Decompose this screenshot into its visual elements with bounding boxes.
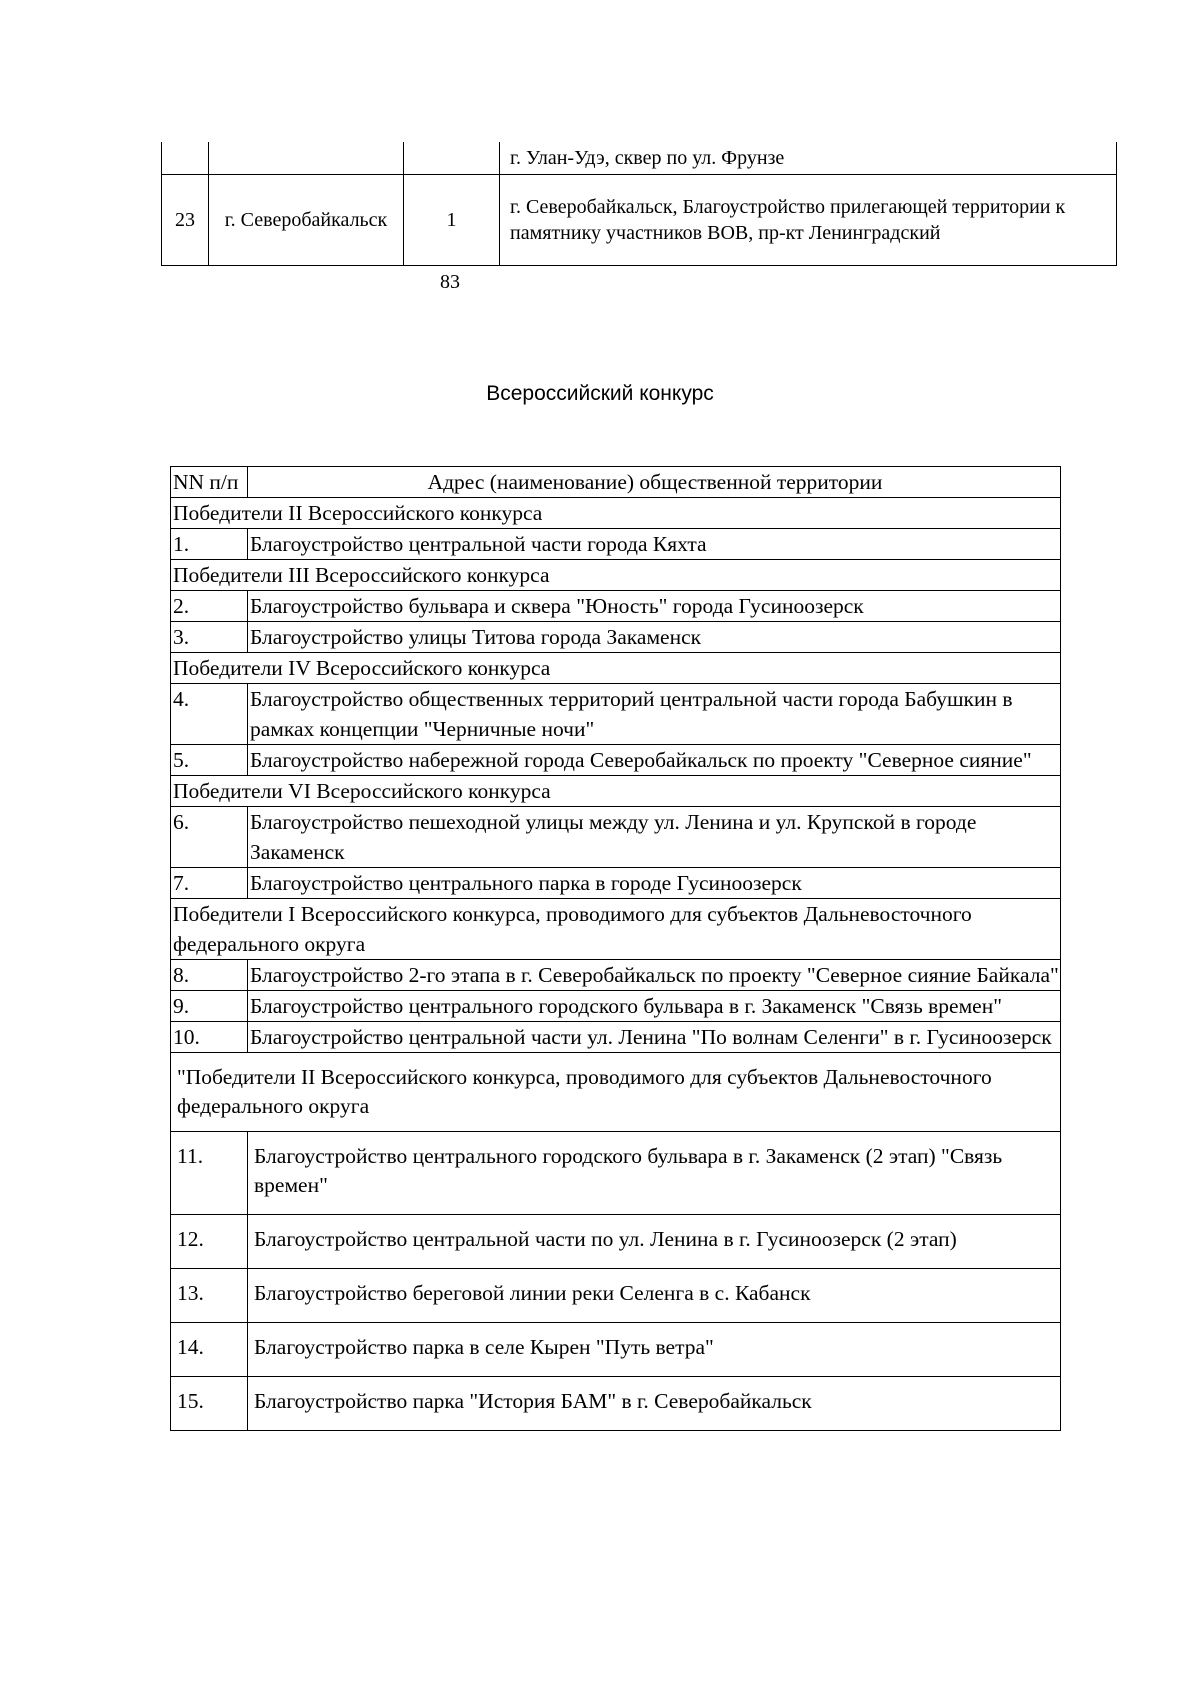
group-title: Победители I Всероссийского конкурса, проводимого для субъектов Дальневосточного федерального округа xyxy=(171,899,1061,960)
cell-number: 12. xyxy=(171,1215,248,1269)
cell-number: 8. xyxy=(171,960,248,991)
cell-address: Благоустройство 2-го этапа в г. Северобайкальск по проекту "Северное сияние Байкала" xyxy=(248,960,1061,991)
table-row xyxy=(171,745,1061,776)
table-row xyxy=(171,591,1061,622)
cell-number: 23 xyxy=(162,175,209,266)
table-row xyxy=(171,684,1061,745)
header-address: Адрес (наименование) общественной территории xyxy=(248,467,1061,498)
cell-address: Благоустройство центральной части по ул. Ленина в г. Гусиноозерск (2 этап) xyxy=(248,1215,1061,1269)
cell-count: 1 xyxy=(404,175,500,266)
table-row xyxy=(171,868,1061,899)
table-row xyxy=(171,529,1061,560)
cell-address: Благоустройство береговой линии реки Селенга в с. Кабанск xyxy=(248,1269,1061,1323)
cell-address: г. Улан-Удэ, сквер по ул. Фрунзе xyxy=(500,142,1117,175)
group-title: Победители III Всероссийского конкурса xyxy=(171,560,1061,591)
cell-address: Благоустройство общественных территорий центральной части города Бабушкин в рамках концепции "Черничные ночи" xyxy=(248,684,1061,745)
table-row-continuation xyxy=(162,142,1117,175)
group-title: "Победители II Всероссийского конкурса, проводимого для субъектов Дальневосточного федерального округа xyxy=(171,1053,1061,1132)
table-row xyxy=(171,991,1061,1022)
cell-number: 14. xyxy=(171,1323,248,1377)
group-header-row xyxy=(171,899,1061,960)
cell-empty xyxy=(404,142,500,175)
group-title: Победители VI Всероссийского конкурса xyxy=(171,776,1061,807)
table-header-row xyxy=(171,467,1061,498)
cell-address: Благоустройство бульвара и сквера "Юность" города Гусиноозерск xyxy=(248,591,1061,622)
group-header-row xyxy=(171,653,1061,684)
cell-number: 1. xyxy=(171,529,248,560)
table-row xyxy=(171,1022,1061,1053)
group-header-row xyxy=(171,560,1061,591)
cell-address: Благоустройство улицы Титова города Закаменск xyxy=(248,622,1061,653)
cell-number: 6. xyxy=(171,807,248,868)
cell-address: Благоустройство центральной части города Кяхта xyxy=(248,529,1061,560)
cell-number: 10. xyxy=(171,1022,248,1053)
table-row xyxy=(171,622,1061,653)
cell-address: Благоустройство центральной части ул. Ленина "По волнам Селенги" в г. Гусиноозерск xyxy=(248,1022,1061,1053)
section-title: Всероссийский конкурс xyxy=(486,382,714,405)
cell-number: 4. xyxy=(171,684,248,745)
header-number: NN п/п xyxy=(171,467,248,498)
cell-city: г. Северобайкальск xyxy=(209,175,404,266)
cell-address: Благоустройство парка "История БАМ" в г. Северобайкальск xyxy=(248,1377,1061,1431)
table-row xyxy=(171,960,1061,991)
group-header-row xyxy=(171,1053,1061,1132)
table-row xyxy=(171,1215,1061,1269)
cell-address: Благоустройство пешеходной улицы между ул. Ленина и ул. Крупской в городе Закаменск xyxy=(248,807,1061,868)
table-row-23 xyxy=(162,175,1117,266)
group-title: Победители II Всероссийского конкурса xyxy=(171,498,1061,529)
cell-address: Благоустройство центрального городского бульвара в г. Закаменск "Связь времен" xyxy=(248,991,1061,1022)
cell-empty xyxy=(209,142,404,175)
cell-address: Благоустройство центрального парка в городе Гусиноозерск xyxy=(248,868,1061,899)
cell-number: 9. xyxy=(171,991,248,1022)
page-number: 83 xyxy=(440,271,460,293)
group-title: Победители IV Всероссийского конкурса xyxy=(171,653,1061,684)
previous-table-fragment xyxy=(161,142,1117,266)
cell-address: Благоустройство набережной города Северобайкальск по проекту "Северное сияние" xyxy=(248,745,1061,776)
table-row xyxy=(171,1132,1061,1215)
cell-address: Благоустройство парка в селе Кырен "Путь ветра" xyxy=(248,1323,1061,1377)
table-body xyxy=(171,498,1061,1431)
cell-empty xyxy=(162,142,209,175)
cell-number: 11. xyxy=(171,1132,248,1215)
cell-number: 5. xyxy=(171,745,248,776)
table-row xyxy=(171,1377,1061,1431)
table-row xyxy=(171,1323,1061,1377)
table-row xyxy=(171,807,1061,868)
cell-number: 13. xyxy=(171,1269,248,1323)
group-header-row xyxy=(171,498,1061,529)
cell-number: 2. xyxy=(171,591,248,622)
table-row xyxy=(171,1269,1061,1323)
contest-winners-table xyxy=(170,466,1061,1431)
cell-address: Благоустройство центрального городского бульвара в г. Закаменск (2 этап) "Связь времен" xyxy=(248,1132,1061,1215)
group-header-row xyxy=(171,776,1061,807)
cell-number: 3. xyxy=(171,622,248,653)
cell-number: 15. xyxy=(171,1377,248,1431)
cell-address: г. Северобайкальск, Благоустройство прилегающей территории к памятнику участников ВОВ, пр-кт Ленинградский xyxy=(500,175,1117,266)
cell-number: 7. xyxy=(171,868,248,899)
